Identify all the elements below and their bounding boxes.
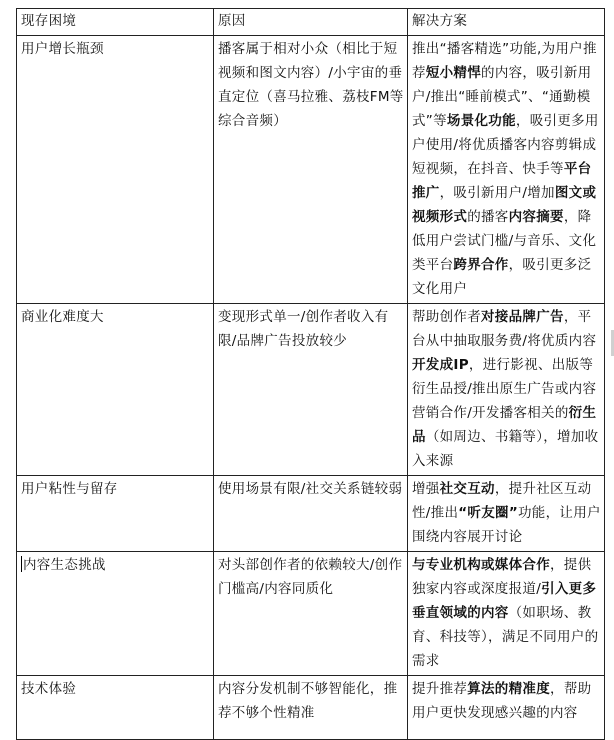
problem-text: 内容生态挑战 bbox=[23, 557, 106, 573]
cause-cell[interactable]: 变现形式单一/创作者收入有限/品牌广告投放较少 bbox=[214, 304, 408, 476]
solution-keyword: 内容摘要 bbox=[508, 209, 564, 225]
solution-keyword: 与专业机构或媒体合作 bbox=[412, 557, 550, 573]
solution-keyword: 短小精悍 bbox=[425, 65, 482, 81]
text-cursor bbox=[21, 556, 22, 572]
solution-keyword: 图文或视频形式 bbox=[412, 185, 597, 225]
solution-text: 的播客 bbox=[467, 209, 509, 225]
solution-keyword: 引入更多垂直领域的内容 bbox=[412, 581, 597, 621]
solution-keyword: 开发成IP bbox=[412, 357, 469, 373]
solution-keyword: 跨界合作 bbox=[453, 257, 509, 273]
problem-cell[interactable]: 商业化难度大 bbox=[17, 304, 214, 476]
problem-cell[interactable]: 用户增长瓶颈 bbox=[17, 36, 214, 304]
solution-text: （如职场、教育、科技等），满足不同用户的需求 bbox=[412, 605, 599, 669]
table-row bbox=[17, 676, 605, 740]
solution-cell[interactable] bbox=[408, 676, 605, 740]
solution-keyword: 社交互动 bbox=[439, 481, 495, 497]
solution-text: ，吸引更多泛文化用户 bbox=[412, 257, 592, 297]
solution-text: ，降低用户尝试门槛/与音乐、文化类平台 bbox=[412, 209, 597, 273]
problem-cell[interactable] bbox=[17, 552, 214, 676]
table-row bbox=[17, 476, 605, 552]
table-row bbox=[17, 36, 605, 304]
table-header-row bbox=[17, 9, 605, 36]
strategy-table bbox=[16, 8, 605, 740]
solution-text: 的内容，吸引新用户/推出“睡前模式”、“通勤模式”等 bbox=[412, 65, 592, 129]
solution-text: ，吸引更多用户使用/将优质播客内容剪辑成短视频，在抖音、快手等 bbox=[412, 113, 599, 177]
solution-text: （如周边、书籍等），增加收入来源 bbox=[412, 429, 599, 469]
solution-text: 功能，让用户围绕内容展开讨论 bbox=[412, 505, 601, 545]
solution-text: ，平台从中抽取服务费/将优质内容 bbox=[412, 309, 597, 349]
header-problem: 现存困境 bbox=[17, 9, 214, 36]
solution-cell[interactable] bbox=[408, 476, 605, 552]
solution-keyword: 衍生品 bbox=[412, 405, 597, 445]
solution-text: 提升推荐 bbox=[412, 681, 468, 697]
solution-text: 推出“播客精选”功能,为用户推荐 bbox=[412, 41, 597, 81]
solution-keyword: 对接品牌广告 bbox=[481, 309, 564, 325]
header-cause: 原因 bbox=[214, 9, 408, 36]
solution-keyword: 平台推广 bbox=[412, 161, 592, 201]
solution-keyword: 算法的精准度 bbox=[467, 681, 551, 697]
solution-keyword: 场景化功能 bbox=[446, 113, 516, 129]
table-row bbox=[17, 552, 605, 676]
table-row bbox=[17, 304, 605, 476]
solution-text: ，吸引新用户/增加 bbox=[439, 185, 555, 201]
solution-text: ，帮助用户更快发现感兴趣的内容 bbox=[412, 681, 592, 721]
problem-cell[interactable]: 用户粘性与留存 bbox=[17, 476, 214, 552]
solution-cell[interactable] bbox=[408, 36, 605, 304]
solution-text: ，进行影视、出版等衍生品授/推出原生广告或内容营销合作/开发播客相关的 bbox=[412, 357, 597, 421]
solution-text: ，提升社区互动性/推出 bbox=[412, 481, 592, 521]
cause-cell[interactable]: 播客属于相对小众（相比于短视频和图文内容）/小宇宙的垂直定位（喜马拉雅、荔枝FM等综合音频） bbox=[214, 36, 408, 304]
cause-cell[interactable]: 对头部创作者的依赖较大/创作门槛高/内容同质化 bbox=[214, 552, 408, 676]
solution-keyword: “听友圈” bbox=[458, 505, 518, 521]
solution-text: 增强 bbox=[412, 481, 440, 497]
solution-text: ，提供独家内容或深度报道/ bbox=[412, 557, 592, 597]
solution-text: 帮助创作者 bbox=[412, 309, 481, 325]
cause-cell[interactable]: 内容分发机制不够智能化，推荐不够个性精准 bbox=[214, 676, 408, 740]
header-solution: 解决方案 bbox=[408, 9, 605, 36]
problem-cell[interactable]: 技术体验 bbox=[17, 676, 214, 740]
solution-cell[interactable] bbox=[408, 304, 605, 476]
cause-cell[interactable]: 使用场景有限/社交关系链较弱 bbox=[214, 476, 408, 552]
solution-cell[interactable] bbox=[408, 552, 605, 676]
